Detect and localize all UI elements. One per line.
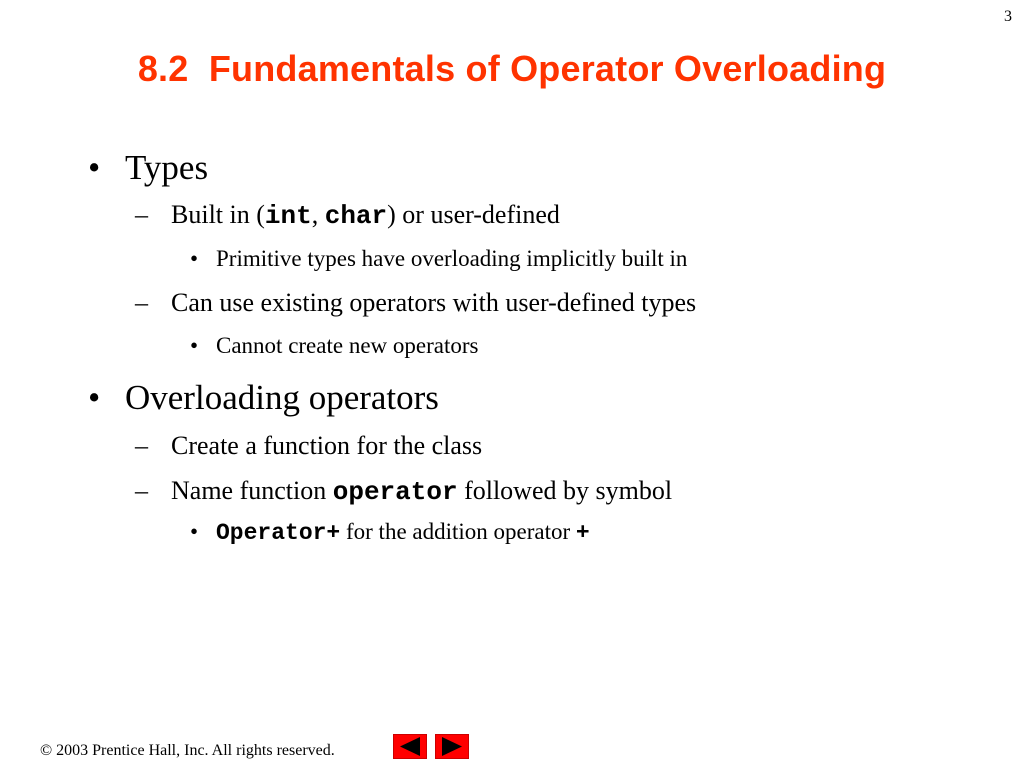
copyright-symbol: © [40, 742, 53, 759]
bullet-name-function [171, 476, 672, 507]
name-function-post: followed by symbol [457, 476, 673, 505]
code-char: char [324, 201, 388, 231]
built-in-sep: , [311, 200, 325, 229]
bullet-existing-operators: Can use existing operators with user-defined types [171, 288, 697, 317]
code-operator-plus: Operator+ [216, 520, 341, 546]
copyright-text: 2003 Prentice Hall, Inc. All rights reserved. [52, 742, 335, 759]
bullet-types: Types [125, 148, 209, 187]
bullet-create-function: Create a function for the class [171, 431, 483, 460]
code-operator: operator [332, 477, 458, 507]
dash-marker: – [135, 288, 148, 317]
name-function-pre: Name function [171, 476, 333, 505]
previous-slide-button[interactable] [393, 734, 427, 759]
copyright-footer [40, 742, 335, 760]
sub-bullet-marker: • [190, 246, 199, 271]
sub-bullet-marker: • [190, 519, 199, 544]
bullet-cannot-create: Cannot create new operators [216, 333, 479, 358]
slide-title: 8.2 Fundamentals of Operator Overloading [137, 48, 887, 89]
bullet-built-in [171, 200, 560, 231]
right-triangle-icon [436, 735, 468, 758]
bullet-operator-plus [216, 519, 590, 546]
dash-marker: – [135, 476, 148, 505]
bullet-primitive-types: Primitive types have overloading implicitly built in [216, 246, 688, 271]
bullet-marker: • [88, 148, 101, 187]
bullet-overloading-operators: Overloading operators [125, 378, 439, 417]
dash-marker: – [135, 431, 148, 460]
built-in-pre: Built in ( [171, 200, 265, 229]
next-slide-button[interactable] [435, 734, 469, 759]
code-int: int [264, 201, 312, 231]
sub-bullet-marker: • [190, 333, 199, 358]
code-plus: + [575, 520, 590, 546]
bullet-marker: • [88, 378, 101, 417]
operator-plus-mid: for the addition operator [340, 519, 576, 544]
dash-marker: – [135, 200, 148, 229]
built-in-post: ) or user-defined [387, 200, 560, 229]
left-triangle-icon [394, 735, 426, 758]
slide-number: 3 [1004, 8, 1012, 25]
